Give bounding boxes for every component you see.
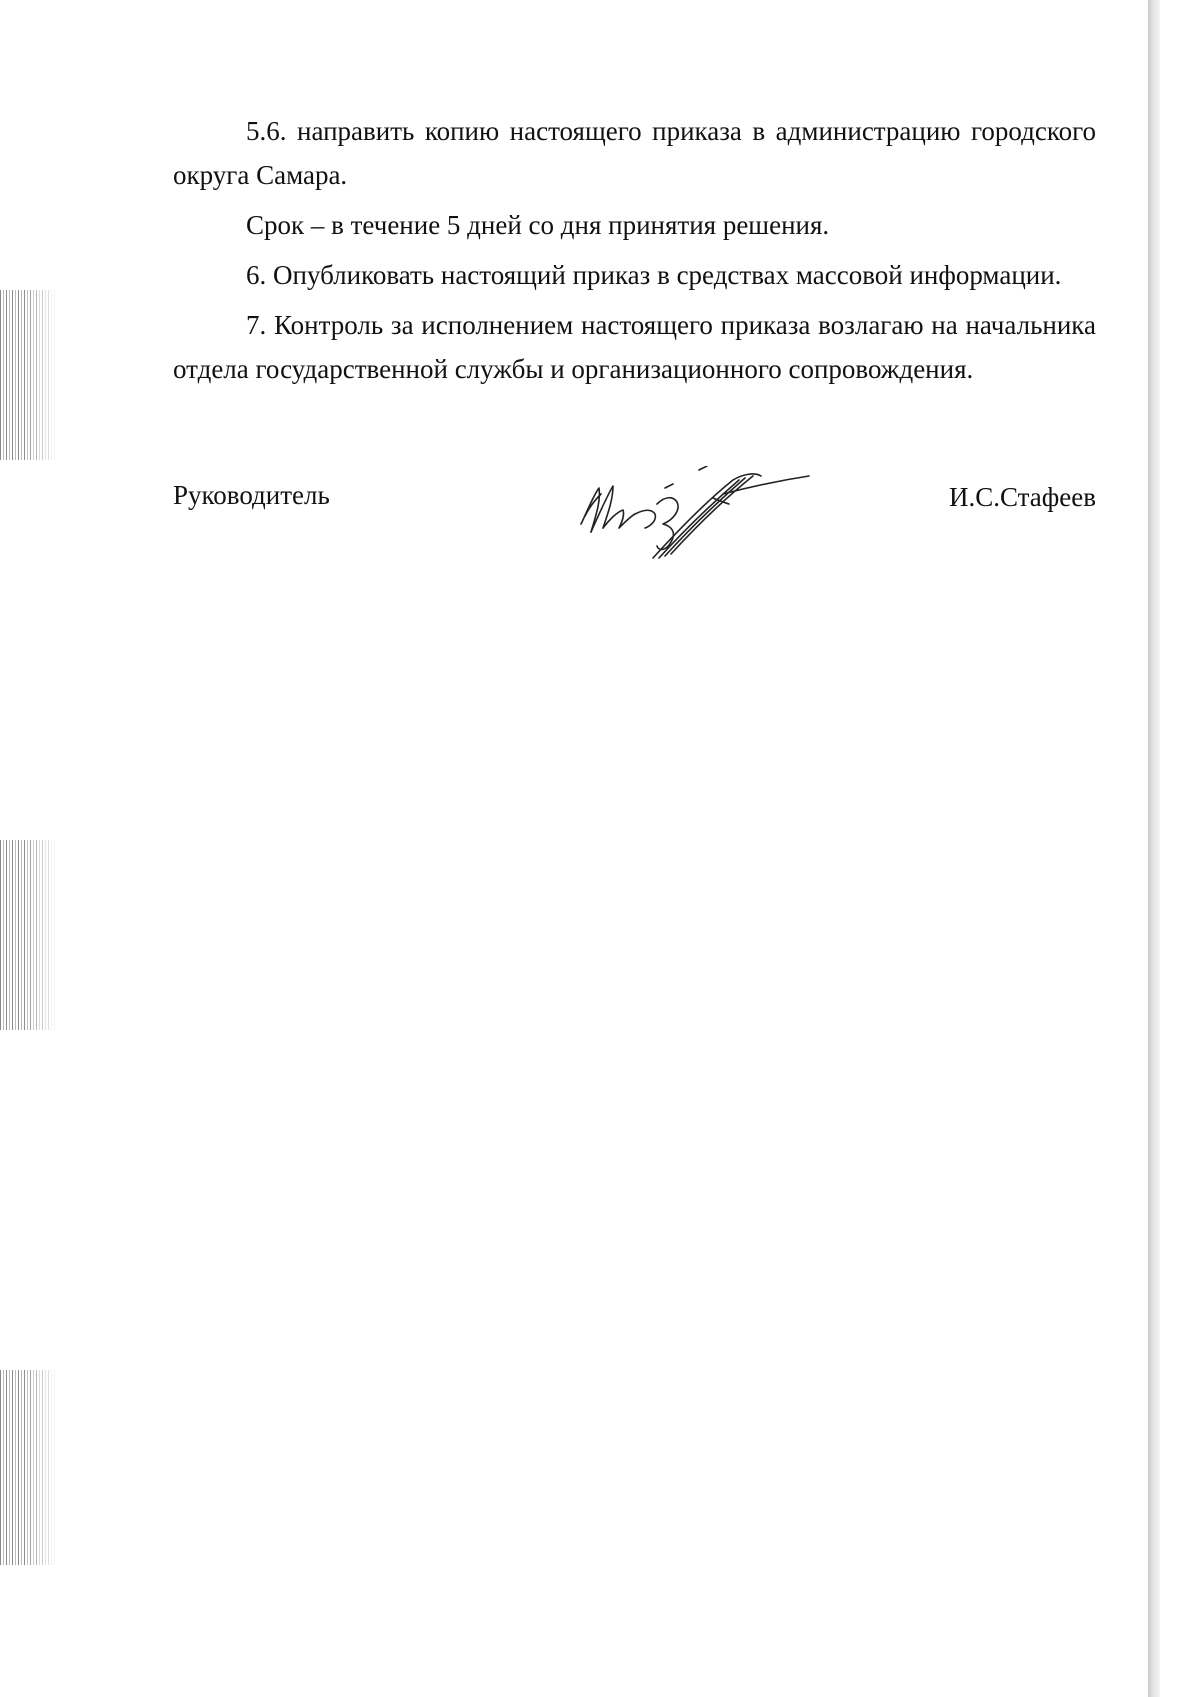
paragraph-5-6: 5.6. направить копию настоящего приказа в администрацию городского округа Самара. bbox=[173, 116, 1096, 190]
paragraph-deadline: Срок – в течение 5 дней со дня принятия решения. bbox=[246, 210, 830, 240]
paragraph-6: 6. Опубликовать настоящий приказ в средствах массовой информации. bbox=[246, 260, 1062, 290]
scan-noise bbox=[0, 840, 58, 1030]
document-body bbox=[173, 109, 1096, 391]
scan-noise bbox=[0, 1370, 58, 1565]
scan-noise bbox=[0, 290, 58, 460]
signer-title: Руководитель bbox=[173, 480, 330, 510]
page-edge bbox=[1148, 0, 1160, 1697]
signer-name: И.С.Стафеев bbox=[949, 482, 1096, 512]
handwritten-signature bbox=[573, 466, 823, 566]
paragraph-7: 7. Контроль за исполнением настоящего приказа возлагаю на начальника отдела государственной службы и организационного сопровождения. bbox=[173, 310, 1096, 384]
signature-block bbox=[173, 480, 1096, 580]
